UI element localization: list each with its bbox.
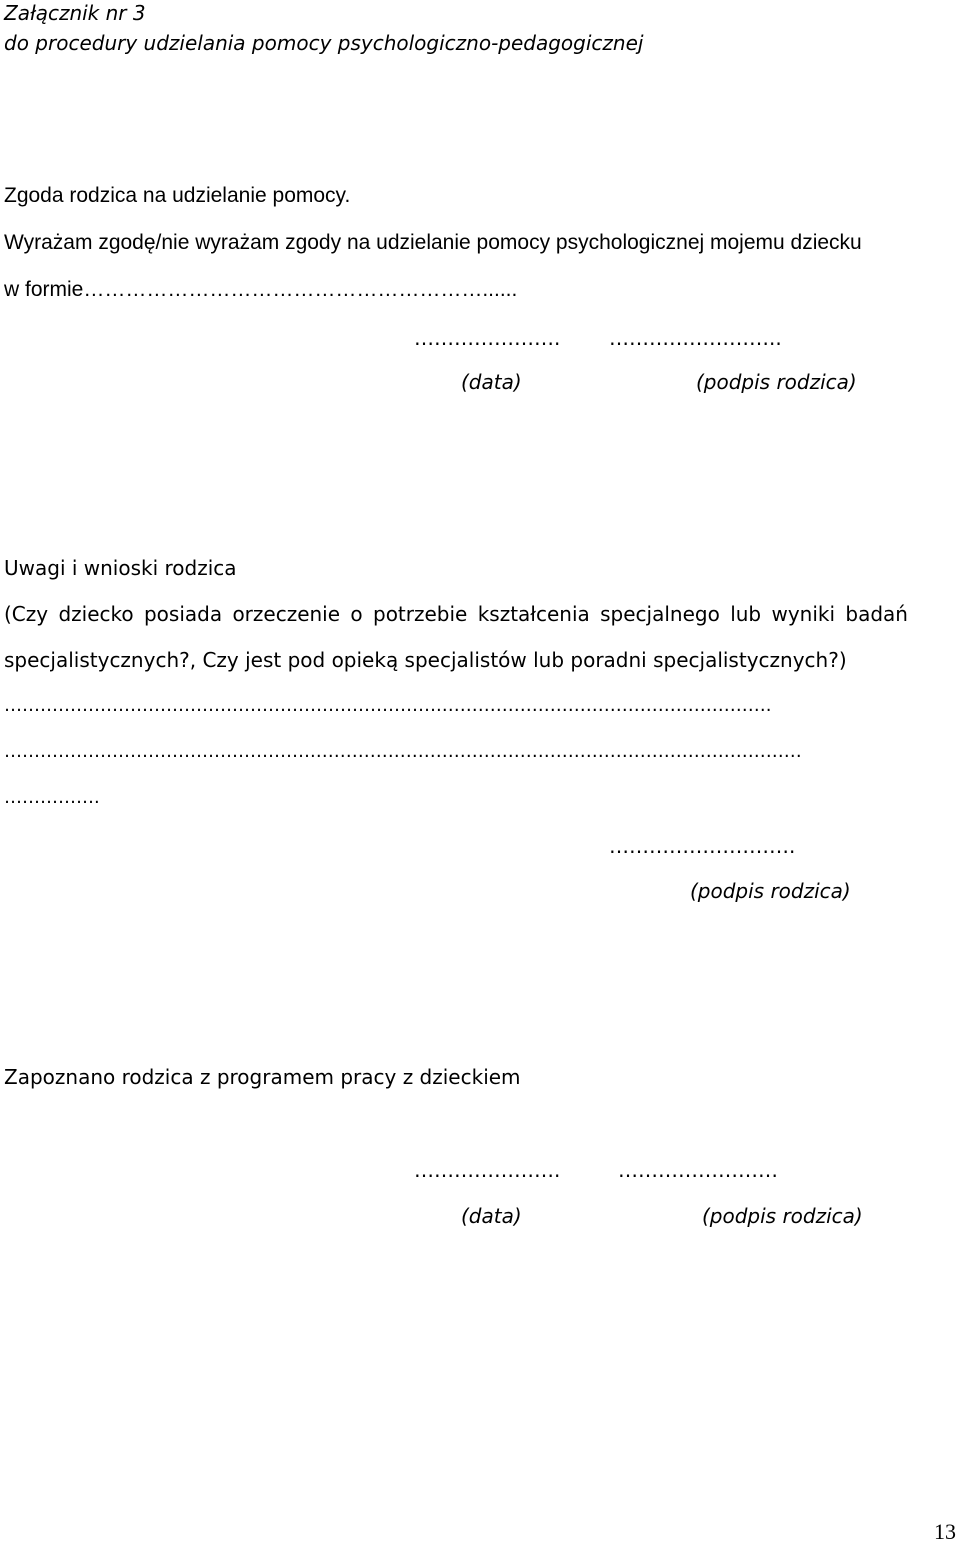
consent-title: Zgoda rodzica na udzielanie pomocy. (4, 184, 351, 207)
remarks-question-line2: specjalistycznych?, Czy jest pod opieką specjalistów lub poradni specjalistycznych?) (4, 648, 847, 672)
procedure-title: do procedury udzielania pomocy psychologiczno-pedagogicznej (4, 31, 644, 55)
remarks-title: Uwagi i wnioski rodzica (4, 556, 237, 580)
remarks-question-line1: (Czy dziecko posiada orzeczenie o potrzebie kształcenia specjalnego lub wyniki badań (4, 602, 908, 626)
consent-text-line2: w formie…………………………………………………...... (4, 278, 518, 301)
program-date-label: (data) (461, 1204, 522, 1228)
program-signature-dots: …………………… (618, 1158, 778, 1182)
consent-signature-dots: …………………….. (609, 326, 782, 350)
remarks-signature-label: (podpis rodzica) (690, 879, 851, 903)
remarks-dots-line1: ……………………………………………………………….………………………………………………. (4, 695, 772, 716)
consent-text-line1: Wyrażam zgodę/nie wyrażam zgody na udzielanie pomocy psychologicznej mojemu dziecku (4, 231, 862, 254)
program-date-dots: …………………. (414, 1158, 561, 1182)
remarks-signature-dots: ………………………. (609, 834, 796, 858)
program-title: Zapoznano rodzica z programem pracy z dzieckiem (4, 1065, 521, 1089)
attachment-number: Załącznik nr 3 (4, 1, 146, 25)
consent-date-dots: …………………. (414, 326, 561, 350)
page-number: 13 (934, 1519, 956, 1544)
remarks-dots-line3: ……………. (4, 787, 100, 808)
program-signature-label: (podpis rodzica) (702, 1204, 863, 1228)
consent-date-label: (data) (461, 370, 522, 394)
remarks-dots-line2: …………………………………………….……………………………………………………………………… (4, 741, 802, 762)
consent-signature-label: (podpis rodzica) (696, 370, 857, 394)
